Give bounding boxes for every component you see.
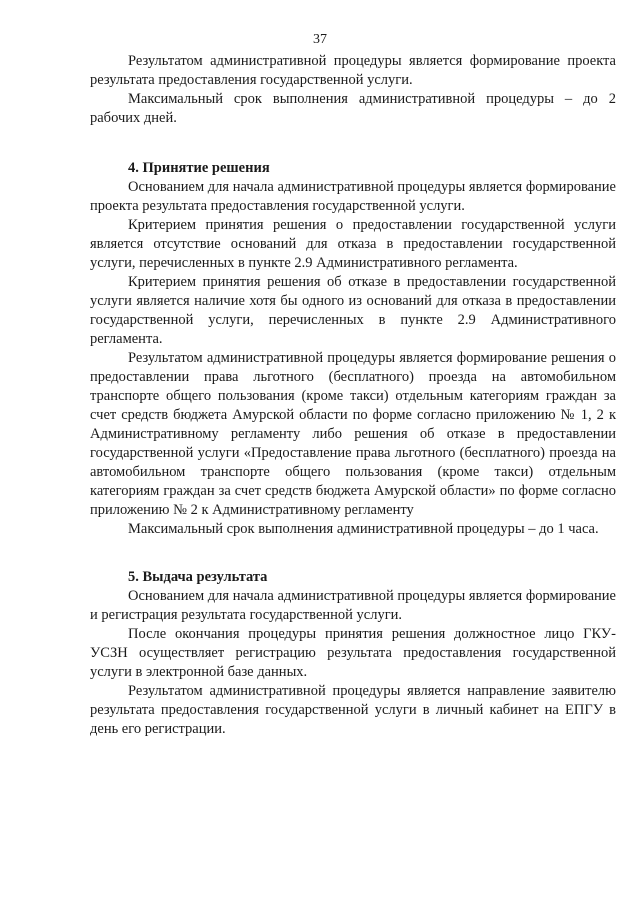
section-5-paragraph-2: После окончания процедуры принятия решения должностное лицо ГКУ-УСЗН осуществляет регистрацию результата предоставления государственной услуги в электронной базе данных. [90, 626, 616, 680]
section-5-paragraph-1: Основанием для начала административной процедуры является формирование и регистрация результата государственной услуги. [90, 588, 616, 623]
page-number: 37 [313, 32, 327, 47]
intro-paragraph-2: Максимальный срок выполнения административной процедуры – до 2 рабочих дней. [90, 91, 616, 126]
section-5-heading: 5. Выдача результата [128, 569, 268, 585]
section-4-paragraph-2: Критерием принятия решения о предоставлении государственной услуги является отсутствие оснований для отказа в предоставлении государственной услуги, перечисленных в пункте 2.9 Административного регламента. [90, 217, 616, 271]
section-5-paragraph-3: Результатом административной процедуры является направление заявителю результата предоставления государственной услуги в личный кабинет на ЕПГУ в день его регистрации. [90, 683, 616, 737]
spacer [90, 558, 616, 568]
document-body [90, 52, 616, 739]
spacer [90, 147, 616, 159]
spacer [90, 539, 616, 558]
section-4-paragraph-3: Критерием принятия решения об отказе в предоставлении государственной услуги является наличие хотя бы одного из оснований для отказа в предоставлении государственной услуги, перечисленных в пункте 2.9 Административного регламента. [90, 274, 616, 347]
section-4-paragraph-1: Основанием для начала административной процедуры является формирование проекта результата предоставления государственной услуги. [90, 179, 616, 214]
section-4-heading: 4. Принятие решения [128, 160, 270, 176]
intro-paragraph-1: Результатом административной процедуры является формирование проекта результата предоставления государственной услуги. [90, 53, 616, 88]
section-4-paragraph-5: Максимальный срок выполнения административной процедуры – до 1 часа. [128, 521, 599, 537]
spacer [90, 128, 616, 147]
section-4-paragraph-4: Результатом административной процедуры является формирование решения о предоставлении права льготного (бесплатного) проезда на автомобильном транспорте общего пользования (кроме такси) отдельным категориям граждан за счет средств бюджета Амурской области по форме согласно приложению № 1, 2 к Административному регламенту либо решения об отказе в предоставлении государственной услуги «Предоставление права льготного (бесплатного) проезда на автомобильном транспорте общего пользования (кроме такси) отдельным категориям граждан за счет средств бюджета Амурской области» по форме согласно приложению № 2 к Административному регламенту [90, 350, 616, 518]
